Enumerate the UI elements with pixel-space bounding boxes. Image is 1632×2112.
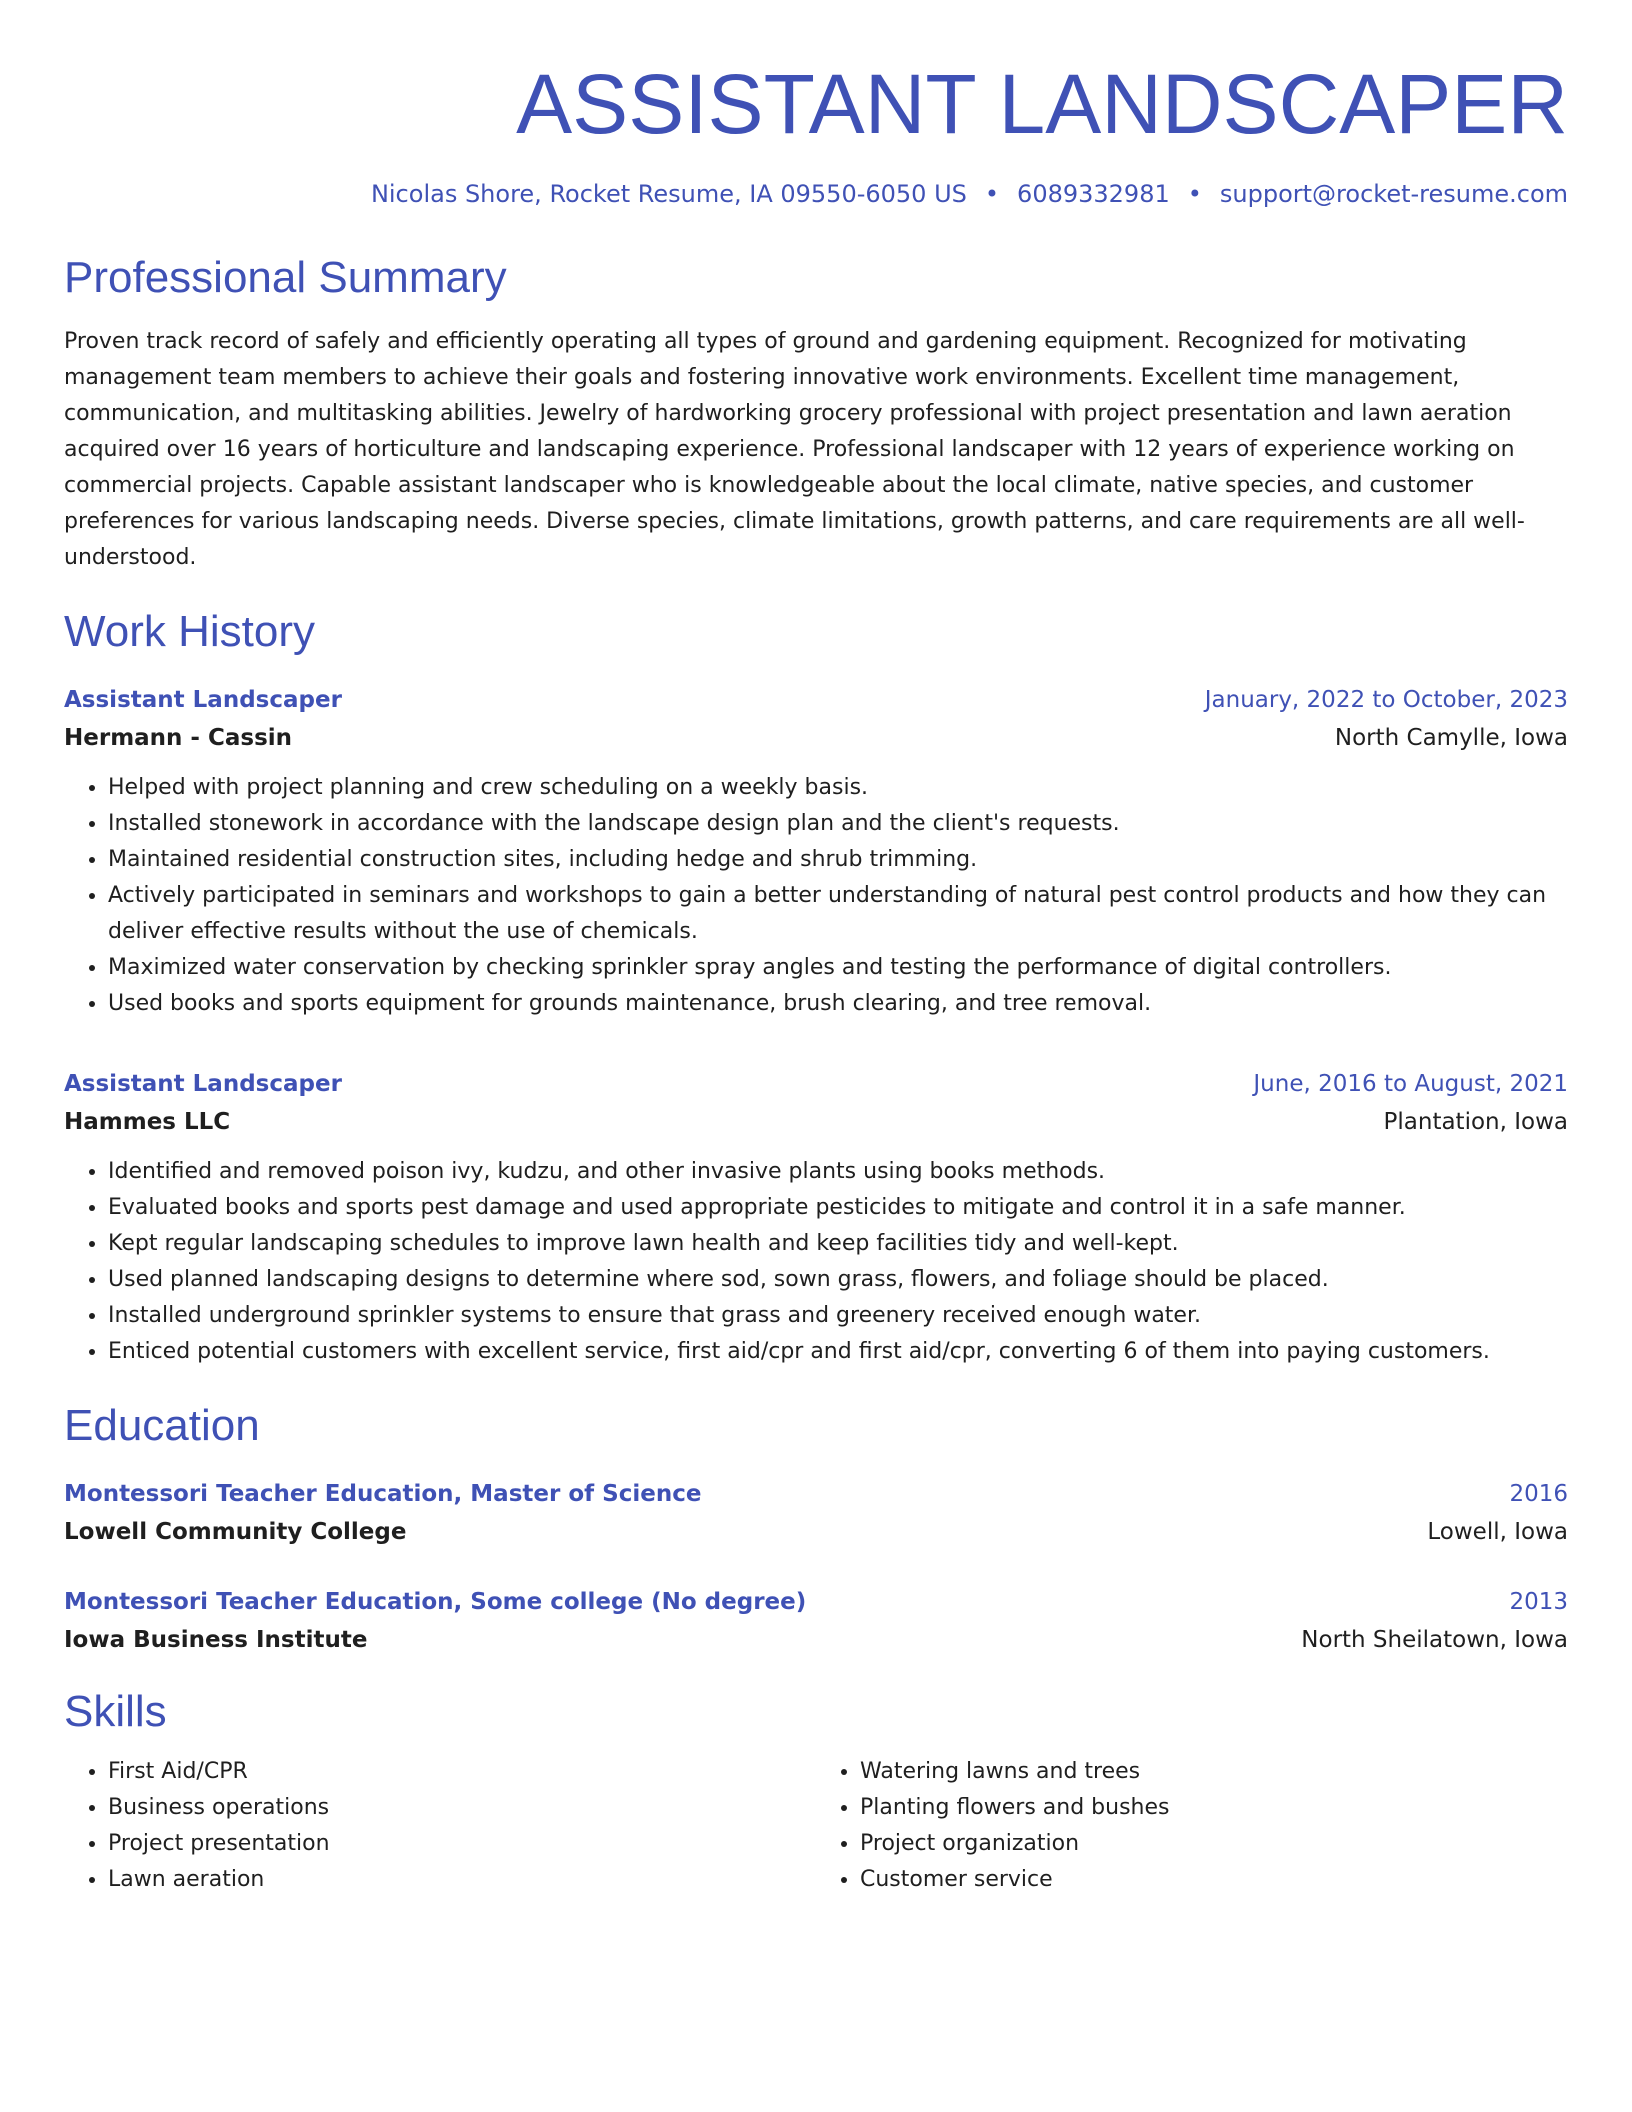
skills-column-left — [64, 1754, 816, 1898]
skill-item: • Lawn aeration — [108, 1862, 816, 1898]
job-role: Assistant Landscaper — [64, 687, 342, 713]
skills-list — [64, 1754, 1568, 1898]
job-entry — [64, 682, 1568, 1022]
skill-item: • First Aid/CPR — [108, 1754, 816, 1790]
skill-item: • Customer service — [860, 1862, 1568, 1898]
job-dates: January, 2022 to October, 2023 — [1204, 687, 1568, 713]
contact-email: support@rocket-resume.com — [1219, 180, 1568, 208]
education-degree: Montessori Teacher Education, Master of Science — [64, 1481, 702, 1507]
job-title-heading: ASSISTANT LANDSCAPER — [516, 57, 1568, 151]
job-employer: Hermann - Cassin — [64, 725, 293, 751]
list-item: • Used books and sports equipment for grounds maintenance, brush clearing, and tree removal. — [108, 986, 1568, 1022]
skill-item: • Watering lawns and trees — [860, 1754, 1568, 1790]
education-heading: Education — [64, 1401, 260, 1450]
work-history-heading: Work History — [64, 607, 315, 656]
education-location: North Sheilatown, Iowa — [1301, 1627, 1568, 1653]
skills-heading: Skills — [64, 1687, 167, 1736]
list-item: • Kept regular landscaping schedules to improve lawn health and keep facilities tidy and well-kept. — [108, 1226, 1568, 1262]
skill-item: • Project presentation — [108, 1826, 816, 1862]
list-item: • Installed stonework in accordance with the landscape design plan and the client's requests. — [108, 806, 1568, 842]
list-item: • Maximized water conservation by checking sprinkler spray angles and testing the performance of digital controllers. — [108, 950, 1568, 986]
contact-separator: • — [1187, 180, 1202, 208]
list-item: • Installed underground sprinkler systems to ensure that grass and greenery received enough water. — [108, 1298, 1568, 1334]
job-bullets — [64, 1154, 1568, 1370]
education-entry — [64, 1584, 1568, 1660]
list-item: • Maintained residential construction sites, including hedge and shrub trimming. — [108, 842, 1568, 878]
list-item: • Evaluated books and sports pest damage and used appropriate pesticides to mitigate and control it in a safe manner. — [108, 1190, 1568, 1226]
contact-line — [64, 176, 1568, 212]
contact-address: Nicolas Shore, Rocket Resume, IA 09550-6050 US — [370, 180, 967, 208]
contact-phone: 6089332981 — [1017, 180, 1170, 208]
contact-separator: • — [984, 180, 1000, 208]
education-year: 2016 — [1509, 1481, 1568, 1507]
resume-header — [64, 52, 1568, 212]
education-school: Lowell Community College — [64, 1519, 407, 1545]
list-item: • Actively participated in seminars and workshops to gain a better understanding of natural pest control products and how they can deliver effective results without the use of chemicals. — [108, 878, 1568, 950]
list-item: • Helped with project planning and crew scheduling on a weekly basis. — [108, 770, 1568, 806]
list-item: • Identified and removed poison ivy, kudzu, and other invasive plants using books methods. — [108, 1154, 1568, 1190]
skill-item: • Project organization — [860, 1826, 1568, 1862]
education-school: Iowa Business Institute — [64, 1627, 368, 1653]
education-entry — [64, 1476, 1568, 1552]
list-item: • Enticed potential customers with excellent service, first aid/cpr and first aid/cpr, converting 6 of them into paying customers. — [108, 1334, 1568, 1370]
summary-heading: Professional Summary — [64, 253, 507, 302]
skill-item: • Planting flowers and bushes — [860, 1790, 1568, 1826]
skills-column-right — [816, 1754, 1568, 1898]
education-degree: Montessori Teacher Education, Some college (No degree) — [64, 1589, 807, 1615]
job-role: Assistant Landscaper — [64, 1071, 342, 1097]
list-item: • Used planned landscaping designs to determine where sod, sown grass, flowers, and foliage should be placed. — [108, 1262, 1568, 1298]
education-location: Lowell, Iowa — [1427, 1519, 1568, 1545]
job-entry — [64, 1066, 1568, 1370]
education-year: 2013 — [1509, 1589, 1568, 1615]
job-dates: June, 2016 to August, 2021 — [1253, 1071, 1568, 1097]
summary-text: Proven track record of safely and efficiently operating all types of ground and gardening equipment. Recognized for motivating management team members to achieve their goals and fostering innovative work environments. Excellent time management, communication, and multitasking abilities. Jewelry of hardworking grocery professional with project presentation and lawn aeration acquired over 16 years of horticulture and landscaping experience. Professional landscaper with 12 years of experience working on commercial projects. Capable assistant landscaper who is knowledgeable about the local climate, native species, and customer preferences for various landscaping needs. Diverse species, climate limitations, growth patterns, and care requirements are all well-understood. — [64, 329, 1525, 570]
job-location: Plantation, Iowa — [1383, 1109, 1568, 1135]
job-employer: Hammes LLC — [64, 1109, 231, 1135]
job-location: North Camylle, Iowa — [1334, 725, 1568, 751]
job-bullets — [64, 770, 1568, 1022]
skill-item: • Business operations — [108, 1790, 816, 1826]
